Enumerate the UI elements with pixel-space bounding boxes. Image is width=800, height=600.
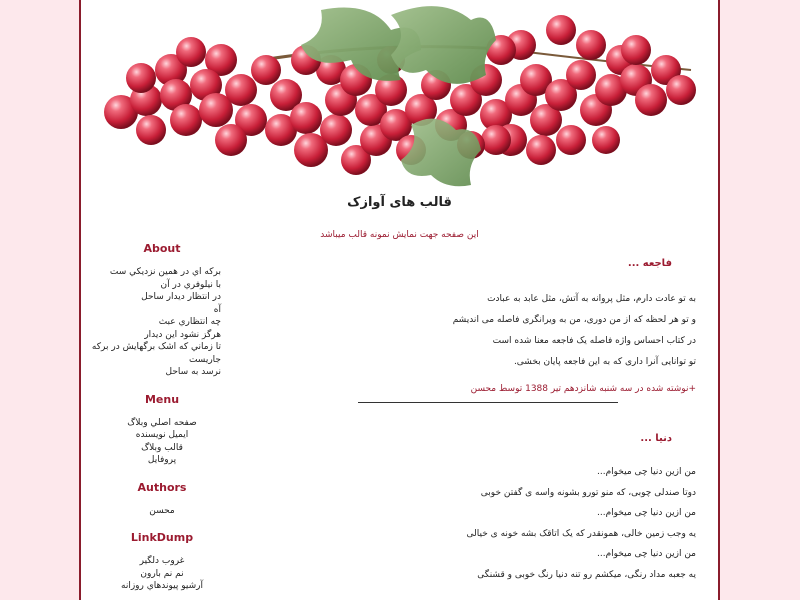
post-line: دوتا صندلی چوبی، که منو تورو بشونه واسه ی گفتن خوبی [480, 487, 696, 498]
about-line: آه [213, 304, 221, 315]
post-title[interactable]: دنیا ... [640, 433, 672, 444]
grape [635, 84, 667, 116]
post-line: من ازین دنیا چی میخوام... [596, 508, 696, 518]
menu-title: Menu [144, 392, 180, 406]
post [366, 258, 708, 403]
about-text [87, 266, 237, 379]
post-line: و تو هر لحظه که از من دوری، من به ویرانگری فاصله می اندیشم [452, 315, 696, 325]
grape [566, 60, 596, 90]
about-line: هرگز نشود اين ديدار [144, 329, 221, 340]
post-line: به تو عادت دارم، مثل پروانه به آتش، مثل عابد به عبادت [487, 294, 696, 304]
grape [320, 114, 352, 146]
grape [556, 125, 586, 155]
post [366, 433, 708, 590]
linkdump-links [87, 555, 237, 593]
menu-link-template[interactable]: قالب وبلاگ [141, 442, 183, 453]
linkdump-link[interactable]: نم نم بارون [140, 568, 184, 579]
grape [126, 63, 156, 93]
grape [576, 30, 606, 60]
author-link[interactable]: محسن [149, 505, 175, 516]
authors-links [87, 505, 237, 518]
grape [251, 55, 281, 85]
about-line: جاريست [188, 354, 221, 365]
site-description: این صفحه جهت نمایش نمونه قالب میباشد [320, 230, 479, 240]
site-title[interactable]: قالب های آوازک [347, 195, 452, 210]
grape [546, 15, 576, 45]
grapes-header-image [91, 0, 711, 195]
about-line: با نيلوفري در آن [160, 279, 221, 290]
grape [170, 104, 202, 136]
menu-block [87, 393, 237, 467]
post-line: یه جعبه مداد رنگی، میکشم رو تنه دنیا رنگ خوبی و قشنگی [477, 569, 696, 580]
about-line: تا زماني که اشک برگهايش در برکه [91, 342, 221, 352]
menu-link-home[interactable]: صفحه اصلي وبلاگ [127, 417, 197, 428]
grape [225, 74, 257, 106]
post-title[interactable]: فاجعه ... [627, 258, 672, 269]
post-line: یه وجب زمین خالی، همونقدر که یک اتاقک بشه خونه ی خیالی [466, 528, 696, 539]
about-line: چه انتظاري عبث [158, 317, 221, 327]
grape [621, 35, 651, 65]
menu-link-profile[interactable]: پروفايل [147, 455, 177, 465]
grape [592, 126, 620, 154]
about-title: About [143, 242, 181, 255]
menu-links [87, 417, 237, 467]
grape [526, 135, 556, 165]
about-line: در انتظار ديدار ساحل [141, 292, 221, 302]
linkdump-link[interactable]: غروب دلگير [139, 556, 185, 566]
about-line: نرسد به ساحل [165, 367, 221, 377]
linkdump-link[interactable]: آرشيو پيوندهاي روزانه [121, 581, 203, 591]
linkdump-block [87, 531, 237, 593]
about-line: برکه اي در همين نزديکي ست [109, 267, 221, 277]
post-line: من ازین دنیا چی میخوام... [596, 549, 696, 559]
authors-title: Authors [137, 480, 187, 494]
post-footer-link[interactable]: +نوشته شده در سه شنبه شانزدهم تیر 1388 توسط محسن [470, 384, 696, 394]
post-line: من ازین دنیا چی میخوام... [596, 467, 696, 477]
post-line: تو توانایی آنرا داری که به این فاجعه پایان بخشی. [513, 357, 696, 367]
post-line: در کتاب احساس واژه فاصله یک فاجعه معنا شده است [492, 336, 696, 346]
main-content [366, 258, 708, 590]
grape [481, 125, 511, 155]
authors-block [87, 481, 237, 518]
grape [215, 124, 247, 156]
grape [176, 37, 206, 67]
about-block [87, 242, 237, 379]
grape [136, 115, 166, 145]
grape [290, 102, 322, 134]
page-container [79, 0, 720, 600]
menu-link-email[interactable]: ايميل نويسنده [135, 430, 189, 440]
sidebar [87, 242, 237, 600]
linkdump-title: LinkDump [130, 531, 194, 544]
grape [666, 75, 696, 105]
